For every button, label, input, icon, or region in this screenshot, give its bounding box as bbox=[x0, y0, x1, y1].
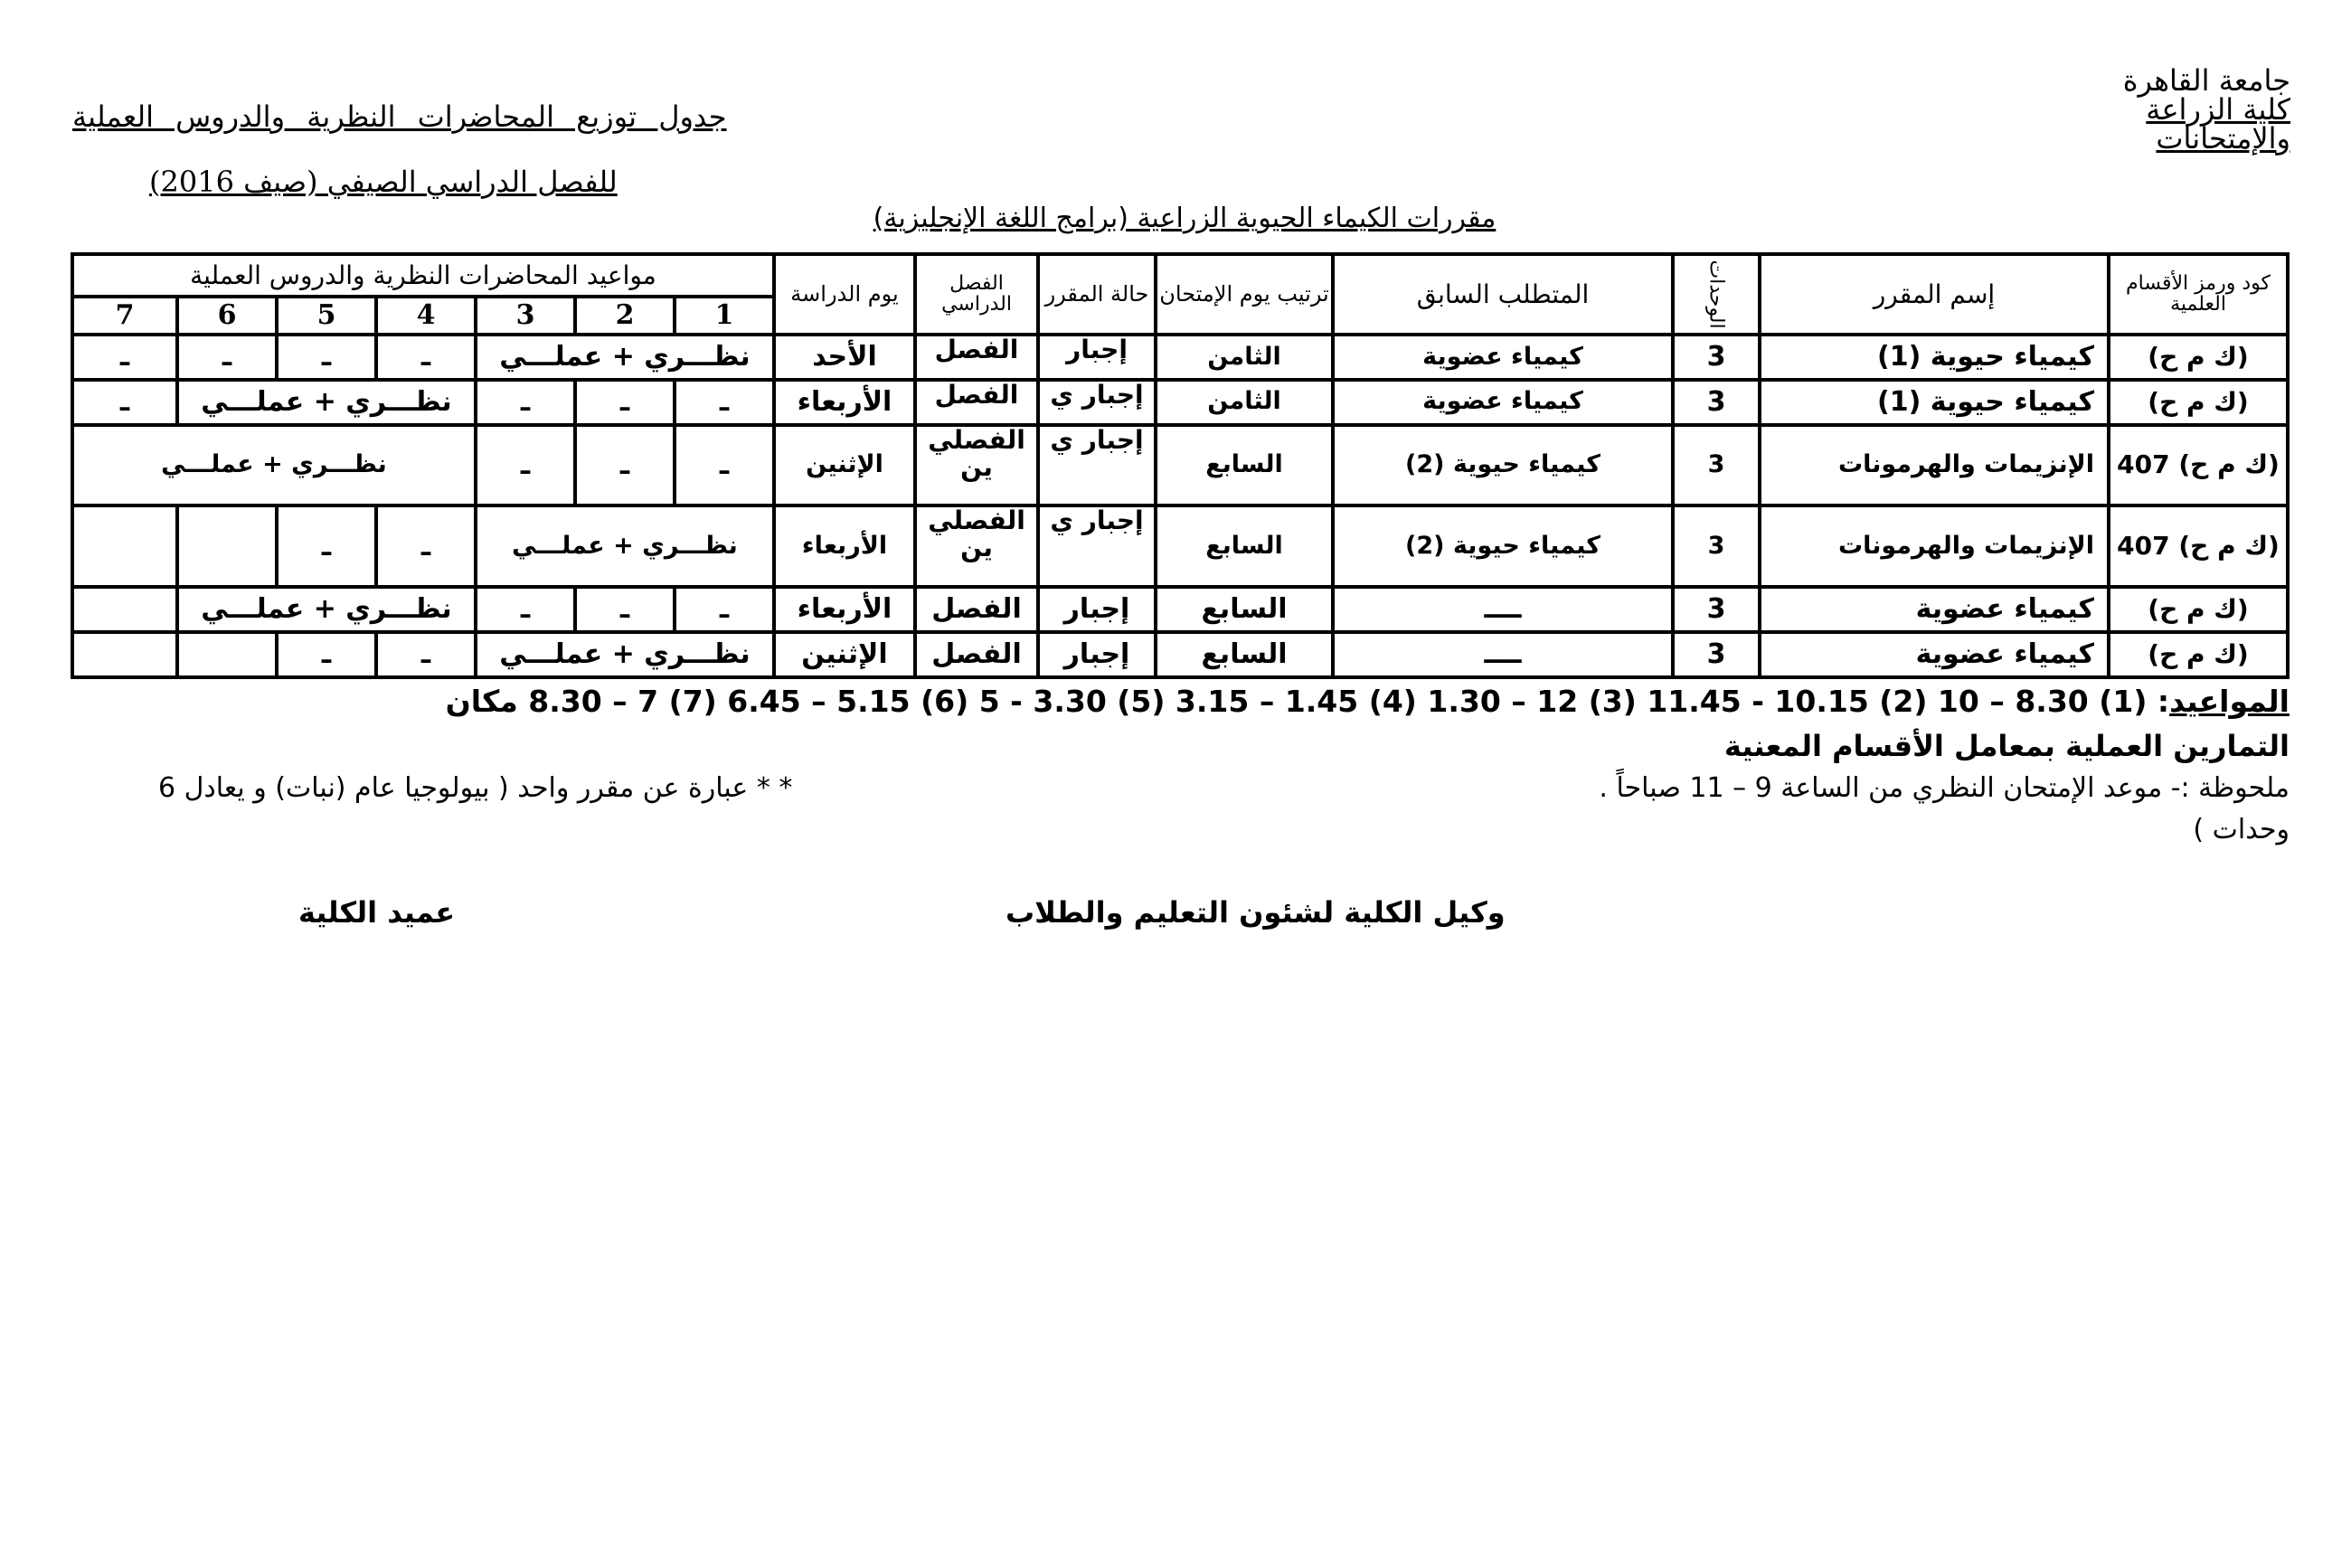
cell-course-name: الإنزيمات والهرمونات bbox=[1760, 505, 2109, 587]
header-units: الوحدات bbox=[1673, 254, 1760, 335]
timings-text: : (1) 8.30 – 10 (2) 10.15 - 11.45 (3) 12 – 1.30 (4) 1.45 – 3.15 (5) 3.30 - 5 (6) 5.15 – 6.45 (7) 7 – 8.30 مكان bbox=[445, 684, 2170, 719]
cell-status: إجبار ي bbox=[1038, 380, 1156, 425]
header-schedule-group: مواعيد المحاضرات النظرية والدروس العملية bbox=[72, 254, 774, 297]
cell-session-theory-practical: نظـــري + عملـــي bbox=[476, 632, 774, 677]
dean-signature-label: عميد الكلية bbox=[298, 895, 456, 930]
institution-header bbox=[1929, 63, 2290, 156]
cell-period-1: ـ bbox=[675, 380, 774, 425]
cell-prerequisite: ــــ bbox=[1333, 587, 1673, 632]
period-2: 2 bbox=[575, 297, 675, 335]
header-prerequisite: المتطلب السابق bbox=[1333, 254, 1673, 335]
cell-period-4: ـ bbox=[376, 335, 476, 380]
header-course-name: إسم المقرر bbox=[1760, 254, 2109, 335]
cell-session-theory-practical: نظـــري + عملـــي bbox=[476, 335, 774, 380]
cell-exam-order: الثامن bbox=[1156, 380, 1333, 425]
cell-prerequisite: كيمياء حيوية (2) bbox=[1333, 425, 1673, 506]
cell-exam-order: السابع bbox=[1156, 632, 1333, 677]
cell-course-name: كيمياء عضوية bbox=[1760, 632, 2109, 677]
table-row bbox=[72, 335, 2288, 380]
cell-period-7 bbox=[72, 587, 177, 632]
cell-units: 3 bbox=[1673, 380, 1760, 425]
schedule-table bbox=[71, 252, 2290, 679]
cell-period-2: ـ bbox=[575, 587, 675, 632]
table-row bbox=[72, 425, 2288, 506]
exam-time-note: ملحوظة :- موعد الإمتحان النظري من الساعة 9 – 11 صباحاً . bbox=[1599, 772, 2290, 804]
cell-period-7 bbox=[72, 632, 177, 677]
cell-units: 3 bbox=[1673, 587, 1760, 632]
cell-status: إجبار ي bbox=[1038, 505, 1156, 587]
header-row bbox=[72, 254, 2288, 297]
cell-status: إجبار ي bbox=[1038, 425, 1156, 506]
cell-units: 3 bbox=[1673, 335, 1760, 380]
cell-session-theory-practical: نظـــري + عملـــي bbox=[177, 380, 476, 425]
cell-study-day: الأربعاء bbox=[774, 505, 915, 587]
cell-period-6 bbox=[177, 505, 277, 587]
cell-period-1: ـ bbox=[675, 425, 774, 506]
cell-semester: الفصل bbox=[915, 335, 1038, 380]
cell-course-name: كيمياء حيوية (1) bbox=[1760, 380, 2109, 425]
cell-study-day: الأربعاء bbox=[774, 587, 915, 632]
cell-study-day: الأحد bbox=[774, 335, 915, 380]
table-row bbox=[72, 587, 2288, 632]
cell-semester: الفصلي ين bbox=[915, 425, 1038, 506]
labs-note: التمارين العملية بمعامل الأقسام المعنية bbox=[1723, 729, 2290, 763]
cell-exam-order: السابع bbox=[1156, 587, 1333, 632]
cell-exam-order: السابع bbox=[1156, 505, 1333, 587]
document-subtitle: مقررات الكيماء الحيوية الزراعية (برامج اللغة الإنجليزية) bbox=[873, 203, 1497, 234]
cell-session-theory-practical: نظـــري + عملـــي bbox=[177, 587, 476, 632]
header-code: كود ورمز الأقسام العلمية bbox=[2109, 254, 2288, 335]
cell-prerequisite: كيمياء حيوية (2) bbox=[1333, 505, 1673, 587]
cell-session-theory-practical: نظـــري + عملـــي bbox=[72, 425, 476, 506]
cell-semester: الفصل bbox=[915, 587, 1038, 632]
semester-label: للفصل الدراسي الصيفي (صيف 2016) bbox=[149, 165, 618, 199]
period-5: 5 bbox=[277, 297, 376, 335]
header-study-day: يوم الدراسة bbox=[774, 254, 915, 335]
cell-status: إجبار bbox=[1038, 632, 1156, 677]
cell-period-4: ـ bbox=[376, 632, 476, 677]
cell-status: إجبار bbox=[1038, 587, 1156, 632]
cell-semester: الفصل bbox=[915, 380, 1038, 425]
cell-prerequisite: ــــ bbox=[1333, 632, 1673, 677]
header-semester: الفصل الدراسي bbox=[915, 254, 1038, 335]
cell-period-2: ـ bbox=[575, 380, 675, 425]
cell-code: (ك م ح) 407 bbox=[2109, 505, 2288, 587]
cell-period-7: ـ bbox=[72, 380, 177, 425]
cell-code: (ك م ح) bbox=[2109, 380, 2288, 425]
cell-code: (ك م ح) 407 bbox=[2109, 425, 2288, 506]
cell-course-name: كيمياء عضوية bbox=[1760, 587, 2109, 632]
cell-units: 3 bbox=[1673, 632, 1760, 677]
header-exam-day-order: ترتيب يوم الإمتحان bbox=[1156, 254, 1333, 335]
period-7: 7 bbox=[72, 297, 177, 335]
cell-period-2: ـ bbox=[575, 425, 675, 506]
table-row bbox=[72, 505, 2288, 587]
cell-prerequisite: كيمياء عضوية bbox=[1333, 380, 1673, 425]
cell-code: (ك م ح) bbox=[2109, 587, 2288, 632]
cell-study-day: الإثنين bbox=[774, 632, 915, 677]
document-title: جدول توزيع المحاضرات النظرية والدروس العملية bbox=[72, 99, 727, 134]
timings-line bbox=[446, 684, 2290, 719]
faculty-name: كلية الزراعة bbox=[2146, 92, 2290, 127]
cell-period-3: ـ bbox=[476, 425, 575, 506]
cell-period-3: ـ bbox=[476, 380, 575, 425]
biology-course-note-continued: وحدات ) bbox=[2193, 814, 2290, 845]
period-4: 4 bbox=[376, 297, 476, 335]
vice-dean-signature-label: وكيل الكلية لشئون التعليم والطلاب bbox=[1006, 895, 1506, 930]
table-row bbox=[72, 632, 2288, 677]
cell-period-3: ـ bbox=[476, 587, 575, 632]
cell-semester: الفصل bbox=[915, 632, 1038, 677]
cell-period-6: ـ bbox=[177, 335, 277, 380]
cell-units: 3 bbox=[1673, 505, 1760, 587]
cell-semester: الفصلي ين bbox=[915, 505, 1038, 587]
cell-code: (ك م ح) bbox=[2109, 335, 2288, 380]
cell-period-5: ـ bbox=[277, 632, 376, 677]
cell-course-name: الإنزيمات والهرمونات bbox=[1760, 425, 2109, 506]
cell-study-day: الأربعاء bbox=[774, 380, 915, 425]
cell-code: (ك م ح) bbox=[2109, 632, 2288, 677]
timings-label: المواعيد bbox=[2169, 684, 2290, 719]
period-3: 3 bbox=[476, 297, 575, 335]
cell-course-name: كيمياء حيوية (1) bbox=[1760, 335, 2109, 380]
cell-period-6 bbox=[177, 632, 277, 677]
period-1: 1 bbox=[675, 297, 774, 335]
exams-label: والإمتحانات bbox=[2156, 121, 2290, 156]
cell-exam-order: الثامن bbox=[1156, 335, 1333, 380]
cell-period-4: ـ bbox=[376, 505, 476, 587]
cell-period-5: ـ bbox=[277, 335, 376, 380]
cell-period-5: ـ bbox=[277, 505, 376, 587]
period-6: 6 bbox=[177, 297, 277, 335]
cell-units: 3 bbox=[1673, 425, 1760, 506]
cell-period-7 bbox=[72, 505, 177, 587]
table-row bbox=[72, 380, 2288, 425]
cell-status: إجبار bbox=[1038, 335, 1156, 380]
cell-session-theory-practical: نظـــري + عملـــي bbox=[476, 505, 774, 587]
cell-period-7: ـ bbox=[72, 335, 177, 380]
cell-prerequisite: كيمياء عضوية bbox=[1333, 335, 1673, 380]
cell-exam-order: السابع bbox=[1156, 425, 1333, 506]
biology-course-note: * * عبارة عن مقرر واحد ( بيولوجيا عام (نبات) و يعادل 6 bbox=[158, 772, 793, 804]
cell-period-1: ـ bbox=[675, 587, 774, 632]
header-course-status: حالة المقرر bbox=[1038, 254, 1156, 335]
university-name: جامعة القاهرة bbox=[2122, 63, 2290, 98]
cell-study-day: الإثنين bbox=[774, 425, 915, 506]
